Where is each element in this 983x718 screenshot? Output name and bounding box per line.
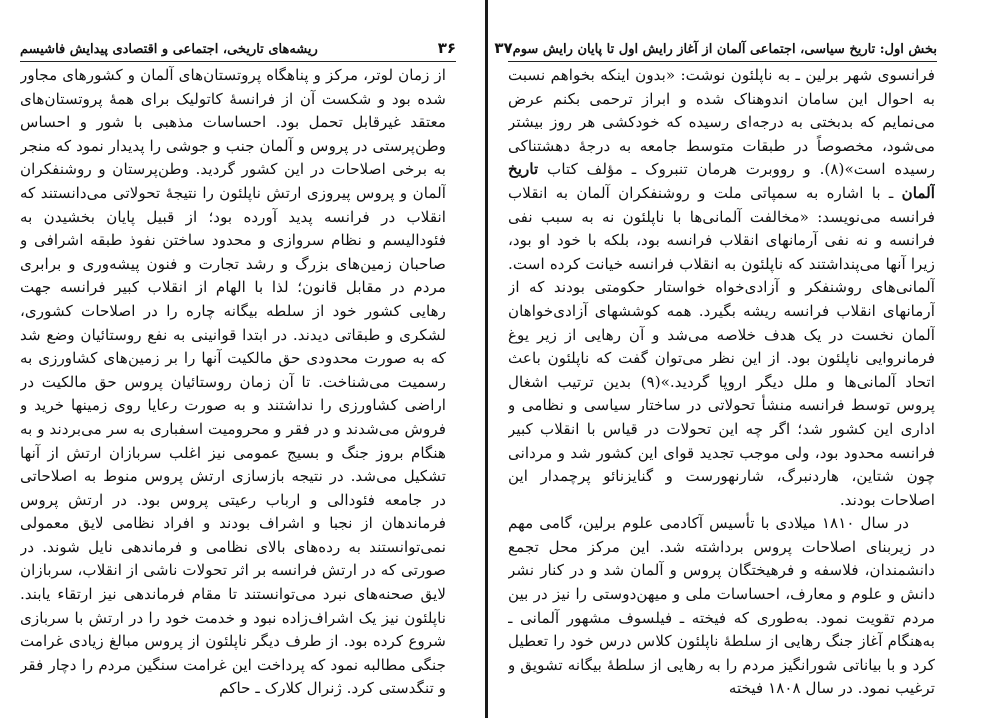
left-body-text bbox=[20, 64, 446, 710]
page-gutter bbox=[470, 0, 494, 718]
right-paragraph-2: در سال ۱۸۱۰ میلادی با تأسیس آکادمی علوم برلین، گامی مهم در زیربنای اصلاحات پروس برداشته شد. این مرکز محل تجمع دانشمندان، فلاسفه و فرهیختگان پروس و آلمان شد و در کنار نشر دانش و علوم و معارف، احساسات ملی و میهن‌دوستی را نیز در بین مردم تقویت نمود. به‌طوری که فیخته ـ فیلسوف مشهور آلمانی ـ به‌هنگام آغاز جنگ رهایی از سلطهٔ ناپلئون کلاس درس خود را تعطیل کرد و با بیاناتی شورانگیز مردم را به رهایی از سلطهٔ بیگانه تشویق و ترغیب نمود. در سال ۱۸۰۸ فیخته bbox=[508, 514, 935, 698]
right-header-title: بخش اول: تاریخ سیاسی، اجتماعی آلمان از آغاز رایش اول تا پایان رایش سوم bbox=[512, 42, 937, 57]
left-page-number: ۳۶ bbox=[437, 39, 456, 57]
right-body-text bbox=[508, 64, 935, 710]
left-running-head bbox=[20, 28, 456, 62]
right-paragraph-1-part-a: فرانسوی شهر برلین ـ به ناپلئون نوشت: «بدون اینکه بخواهم نسبت به احوال این سامان اندوهناک شده و ابراز ترحمی بکنم عرض می‌نمایم که بدبختی به درجه‌ای رسیده که خودکشی هر روز بیشتر می‌شود، مخصوصاً در طبقات متوسط جامعه به درجهٔ دهشتناکی رسیده است»(۸). و رووبرت هرمان تنبروک ـ مؤلف کتاب bbox=[508, 66, 935, 179]
right-page bbox=[494, 0, 983, 718]
left-page bbox=[0, 0, 470, 718]
book-fold-line bbox=[485, 0, 488, 718]
right-paragraph-1-part-b: ـ با اشاره به سمپاتی ملت و روشنفکران آلمان به انقلاب فرانسه می‌نویسد: «مخالفت آلمانی‌ها با ناپلئون نه به سبب نفی فرانسه و نه نفی آرمانهای انقلاب فرانسه بود، بلکه با خود او بود، زیرا آنها می‌پنداشتند که ناپلئون به انقلاب فرانسه خیانت کرده است. آلمانی‌های روشنفکر و آزادی‌خواه خواستار حکومتی بودند که از آرمانهای انقلاب فرانسه ریشه بگیرد. همه کوششهای آزادی‌خواهان آلمان نخست در یک هدف خلاصه می‌شد و آن رهایی از زیر یوغ فرمانروایی ناپلئون بود. از این نظر می‌توان گفت که ناپلئون باعث اتحاد آلمانی‌ها و ملل دیگر اروپا گردید.»(۹) بدین ترتیب اشغال پروس توسط فرانسه منشأ تحولاتی در ساختار سیاسی و نظامی و اداری این کشور شد؛ اگر چه این تحولات در قیاس با انقلاب کبیر فرانسه محدود بود، ولی موجب تجدید قوای این کشور شد و مردانی چون شتاین، هاردنبرگ، شارنهورست و گنایزنائو پرچمدار این اصلاحات بودند. bbox=[508, 183, 935, 509]
right-page-number: ۳۷ bbox=[494, 39, 513, 57]
right-running-head bbox=[494, 28, 937, 62]
left-header-title: ریشه‌های تاریخی، اجتماعی و اقتصادی پیدایش فاشیسم bbox=[20, 42, 318, 57]
right-paragraph-1 bbox=[508, 64, 935, 512]
left-paragraph-1: از زمان لوتر، مرکز و پناهگاه پروتستان‌های آلمان و کشورهای مجاور شده بود و شکست آن از فرانسهٔ کاتولیک برای همهٔ پروتستان‌های معتقد غیرقابل تحمل بود. احساسات مذهبی با شور و احساس وطن‌پرستی در پروس و آلمان جنب و جوشی را پدیدار نمود که منجر به برخی اصلاحات در این کشور گردید. وطن‌پرستان و روشنفکران آلمان و پروس پیروزی ارتش ناپلئون را نتیجهٔ تحولاتی می‌دانستند که انقلاب در فرانسه پدید آورده بود؛ از قبیل پایان بخشیدن به فئودالیسم و نظام سروازی و محدود ساختن نفوذ طبقه اشرافی و صاحبان زمین‌های بزرگ و رشد تجارت و فنون پیشه‌وری و برابری مردم در مقابل قانون؛ لذا با الهام از انقلاب کبیر فرانسه جهت رهایی کشور خود از سلطه بیگانه چاره را در اصلاحات کشوری، لشکری و طبقاتی دیدند. در ابتدا قوانینی به نفع روستائیان وضع شد که به صورت محدودی حق مالکیت آنها را بر زمین‌های کشاورزی به رسمیت می‌شناخت. تا آن زمان روستائیان پروس حق مالکیت در اراضی کشاورزی را نداشتند و به صورت رعایا روی زمینها خرید و فروش می‌شدند و در فقر و محرومیت اسفباری به سر می‌بردند و به هنگام بروز جنگ و بسیج عمومی نیز اغلب سربازان ارتش از آنها تشکیل می‌شد. در نتیجه بازسازی ارتش پروس منوط به اصلاحاتی در جامعه فئودالی و ارباب رعیتی پروس بود. در ارتش پروس فرماندهان از نجبا و اشراف بودند و افراد نظامی لایق معمولی نمی‌توانستند به رده‌های بالای نظامی و فرماندهی نایل شوند. در صورتی که در ارتش فرانسه بر اثر تحولات ناشی از انقلاب، سربازان لایق صحنه‌های نبرد می‌توانستند تا مقام فرماندهی نیز ارتقاء یابند. ناپلئون نیز یک اشراف‌زاده نبود و خدمت خود را در ارتش با سربازی شروع کرده بود. از طرف دیگر ناپلئون از پروس مبالغ زیادی غرامت جنگی مطالبه نمود که پرداخت این غرامت سنگین مردم را دچار فقر و تنگدستی کرد. ژنرال کلارک ـ حاکم bbox=[20, 66, 446, 698]
book-title-bold: تاریخ آلمان bbox=[508, 160, 935, 202]
